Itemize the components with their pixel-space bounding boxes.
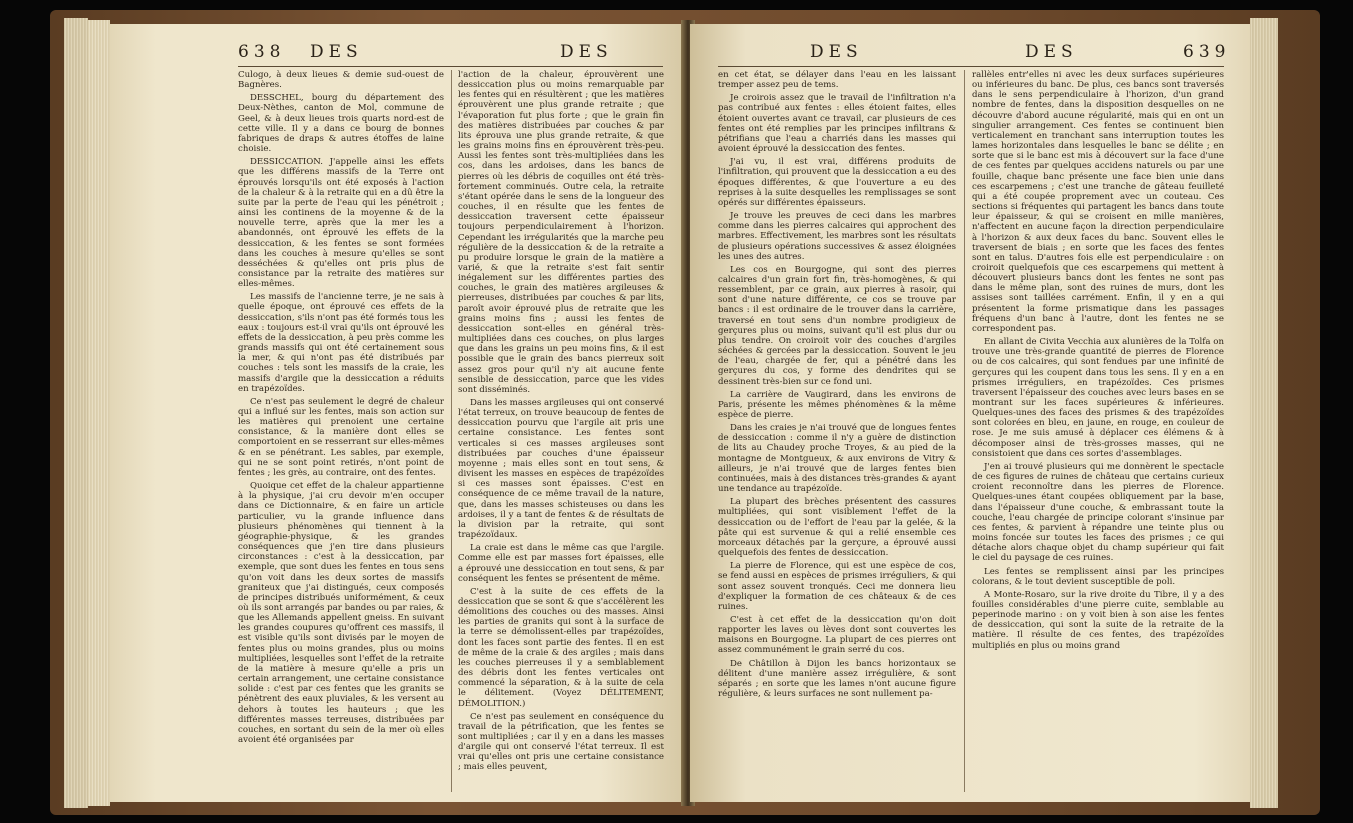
paragraph: De Châtillon à Dijon les bancs horizontaux se délitent d'une manière assez irrégulière, & sont séparés ; en sorte que les lames n'ont aucune figure régulière, & leurs surfaces ne sont nullement pa- [718, 658, 956, 700]
paragraph: DESSCHEL, bourg du département des Deux-Nèthes, canton de Mol, commune de Geel, & à deux lieues trois quarts nord-est de cette ville. Il y a dans ce bourg de bonnes fabriques de draps & autres étoffes de laine choisie. [238, 93, 444, 155]
column-divider-left [451, 70, 452, 792]
running-head-right-1: DES [810, 42, 863, 62]
paragraph: A Monte-Rosaro, sur la rive droite du Tibre, il y a des fouilles considérables d'une pierre cuite, semblable au peperinode marino : on y voit bien à son aise les fentes de dessiccation, qui sont la suite de la retraite de la matière. Il résulte de ces fentes, des trapézoïdes multipliés en plus ou moins grand [972, 589, 1224, 651]
paragraph: rallèles entr'elles ni avec les deux surfaces supérieures ou inférieures du banc. De plus, ces bancs sont traversés dans le sens perpendiculaire à l'horizon, d'un grand nombre de fentes, dans la disposition desquelles on ne découvre d'abord aucune régularité, mais qui en ont un singulier arrangement. Ces fentes se continuent bien verticalement en tranchant sans interruption toutes les lames horizontales dans lesquelles le banc se délite ; en sorte que si le banc est mis à découvert sur la face d'une de ces fentes par quelques accidens naturels ou par une fouille, chaque banc présente une face bien unie dans ces escarpemens ; c'est une tranche de gâteau feuilleté qui a été coupée proprement avec un couteau. Ces sections si fréquentes qui partagent les bancs dans toute leur épaisseur, & qui se croisent en mille manières, n'affectent en aucune façon la direction perpendiculaire à l'horizon & aux deux faces du banc. Souvent elles le traversent de biais ; en sorte que les faces des fentes sont en talus. D'autres fois elle est perpendiculaire : on croiroit quelquefois que ces escarpemens qui mettent à découvert plusieurs bancs dont les fentes ne sont pas dans le même plan, sont des ruines de murs, dont les assises sont taillées carrément. Enfin, il y en a qui présentent la forme prismatique dans les passages fréquens d'un banc à l'autre, dont les fentes ne se correspondent pas. [972, 70, 1224, 334]
right-page-column-1 [718, 70, 956, 699]
page-edges-left [64, 18, 88, 808]
paragraph: l'action de la chaleur, éprouvèrent une dessiccation plus ou moins remarquable par les fentes qui en résultèrent ; que les matières éprouvèrent une plus grande retraite ; que l'évaporation fut plus forte ; que le grain fin des matières distribuées par couches & par lits éprouva une plus grande retraite, & que les grains moins fins en éprouvèrent très-peu. Aussi les fentes sont très-multipliées dans les cos, dans les ardoises, dans les bancs de pierres où les débris de coquilles ont été très-fortement comminués. Outre cela, la retraite s'étant opérée dans le sens de la longueur des couches, il en résulte que les fentes de dessiccation traversent cette épaisseur toujours perpendiculairement à l'horizon. Cependant les irrégularités que la marche peu régulière de la dessiccation & de la retraite a pu produire lorsque le grain de la matière a varié, & que la retraite s'est fait sentir inégalement sur les différentes parties des couches, le grain des matières argileuses & pierreuses, distribuées par couches & par lits, paroît avoir éprouvé plus de retraite que les grains moins fins ; aussi les fentes de dessiccation sont-elles en général très-multipliées dans ces couches, on plus larges que dans les grains un peu moins fins, & il est possible que le grain des bancs pierreux soit assez gros pour qu'il n'y ait aucune fente sensible de dessiccation, parce que les vides sont disséminés. [458, 70, 664, 395]
running-head-left-2: DES [560, 42, 613, 62]
paragraph: La craie est dans le même cas que l'argile. Comme elle est par masses fort épaisses, elle a éprouvé une dessiccation en tout sens, & par conséquent les fentes se présentent de même. [458, 543, 664, 584]
paragraph: C'est à cet effet de la dessiccation qu'on doit rapporter les laves ou lèves dont sont couvertes les maisons en Bourgogne. La plupart de ces pierres ont assez communément le grain serré du cos. [718, 614, 956, 656]
paragraph: La pierre de Florence, qui est une espèce de cos, se fend aussi en espèces de prismes irréguliers, & qui sont assez souvent tronqués. Ceci me donnera lieu d'expliquer la formation de ces châteaux & de ces ruines. [718, 561, 956, 612]
right-page-column-2 [972, 70, 1224, 651]
paragraph: en cet état, se délayer dans l'eau en les laissant tremper assez peu de tems. [718, 70, 956, 91]
page-number-left: 638 [238, 42, 286, 62]
paragraph: Je croirois assez que le travail de l'infiltration n'a pas contribué aux fentes : elles étoient faites, elles étoient ouvertes avant ce travail, car plusieurs de ces fentes ont été remplies par les principes infiltrans & pétrifians que l'eau a charriés dans les masses qui avoient éprouvé la dessiccation des fentes. [718, 93, 956, 155]
paragraph: Je trouve les preuves de ceci dans les marbres comme dans les pierres calcaires qui approchent des marbres. Effectivement, les marbres sont les résultats de plusieurs opérations successives & assez éloignées les unes des autres. [718, 211, 956, 262]
page-edges-left-inner [88, 20, 110, 806]
paragraph: En allant de Civita Vecchia aux alunières de la Tolfa on trouve une très-grande quantité de pierres de Florence ou de cos calcaires, qui sont fendues par une infinité de gerçures qui les coupent dans tous les sens. Il y en a en prismes irréguliers, en trapézoïdes. Ces prismes traversent l'épaisseur des couches avec leurs bases en se montrant sur les faces supérieures & inférieures. Quelques-unes des faces des prismes & des trapézoïdes sont colorées en bleu, en jaune, en rouge, en couleur de rose. Je me suis amusé à déplacer ces élémens & à décomposer ainsi de très-grosses masses, qui ne consistoient que dans ces sortes d'assemblages. [972, 337, 1224, 459]
paragraph: Dans les masses argileuses qui ont conservé l'état terreux, on trouve beaucoup de fentes de dessiccation pourvu que l'argile ait pris une certaine consistance. Les fentes sont verticales si ces masses argileuses sont distribuées par couches d'une épaisseur moyenne ; mais elles sont en tout sens, & divisent les masses en espèces de trapézoïdes si ces masses sont épaisses. C'est en conséquence de ce même travail de la nature, que, dans les masses schisteuses ou dans les ardoises, il y a tant de fentes & de résultats de la division par la retraite, qui sont trapézoïdaux. [458, 398, 664, 541]
paragraph: C'est à la suite de ces effets de la dessiccation que se sont & que s'accélèrent les démolitions des couches ou des masses. Ainsi les parties de granits qui sont à la surface de la terre se démolissent-elles par trapézoïdes, dont les faces sont partie des fentes. Il en est de même de la craie & des argiles ; mais dans les couches pierreuses il y a semblablement des débris dont les fentes verticales ont commencé la séparation, & à la suite de cela le délitement. (Voyez DÉLITEMENT, DÉMOLITION.) [458, 586, 664, 709]
paragraph: J'ai vu, il est vrai, différens produits de l'infiltration, qui prouvent que la dessiccation a eu des époques différentes, & que l'ouverture a eu des reprises à la suite desquelles les remplissages se sont opérés sur différentes épaisseurs. [718, 157, 956, 208]
paragraph: J'en ai trouvé plusieurs qui me donnèrent le spectacle de ces figures de ruines de château que certains curieux croient reconnoître dans les pierres de Florence. Quelques-unes étant coupées obliquement par la base, dans l'épaisseur d'une couche, & embrassant toute la couche, l'eau chargée de principe colorant s'insinue par ces fentes, & parvient à répandre une teinte plus ou moins foncée sur toutes les faces des prismes ; ce qui détache alors chaque objet du champ supérieur qui fait le ciel du paysage de ces ruines. [972, 461, 1224, 564]
paragraph: Les massifs de l'ancienne terre, je ne sais à quelle époque, ont éprouvé ces effets de la dessiccation, s'ils n'ont pas été formés tous les eaux : toujours est-il vrai qu'ils ont éprouvé les effets de la dessiccation, à peu près comme les grands massifs qui ont été certainement sous la mer, & qui n'ont pas été distribués par couches : tels sont les massifs de la craie, les massifs d'argile que la dessiccation a réduits en trapézoïdes. [238, 292, 444, 394]
running-head-left-1: DES [310, 42, 363, 62]
paragraph: Dans les craies je n'ai trouvé que de longues fentes de dessiccation : comme il n'y a guère de distinction de lits au Chaudey proche Troyes, & au pied de la montagne de Montgueux, & aux environs de Vitry & ailleurs, je n'ai trouvé que de larges fentes bien continuées, mais à des distances très-grandes & ayant une tendance au trapézoïde. [718, 423, 956, 495]
paragraph: La plupart des brèches présentent des cassures multipliées, qui sont visiblement l'effet de la dessiccation ou de l'effort de l'eau par la gelée, & la pâte qui est survenue & qui a relié ensemble ces morceaux détachés par la gerçure, a éprouvé aussi quelquefois des fentes de dessiccation. [718, 497, 956, 559]
left-page-column-1 [238, 70, 444, 745]
paragraph: Culogo, à deux lieues & demie sud-ouest de Bagnères. [238, 70, 444, 91]
paragraph: Les cos en Bourgogne, qui sont des pierres calcaires d'un grain fort fin, très-homogènes, & qui ressemblent, par ce grain, aux pierres à rasoir, qui sont d'une nature différente, ce cos se trouve par bancs : il est ordinaire de le trouver dans la carrière, traversé en tout sens d'un nombre prodigieux de gerçures plus ou moins, suivant qu'il est plus dur ou plus tendre. On croiroit voir des couches d'argiles séchées & gercées par la dessiccation. Souvent le jeu de l'eau, chargée de fer, qui a pénétré dans les gerçures du cos, y forme des dendrites qui se dessinent très-bien sur ce fond uni. [718, 264, 956, 387]
left-page-column-2 [458, 70, 664, 773]
running-head-right-2: DES [1025, 42, 1078, 62]
paragraph: DESSICCATION. J'appelle ainsi les effets que les différens massifs de la Terre ont éprouvés lorsqu'ils ont été exposés à l'action de la chaleur & à la retraite qui en a dû être la suite par la perte de l'eau qui les pénétroit ; ainsi les continens de la moyenne & de la nouvelle terre, après que la mer les a abandonnés, ont éprouvé les effets de la dessiccation, & les fentes se sont formées dans les couches à mesure qu'elles se sont desséchées & qu'elles ont pris plus de consistance par la retraite des matières sur elles-mêmes. [238, 157, 444, 290]
paragraph: Ce n'est pas seulement en conséquence du travail de la pétrification, que les fentes se sont multipliées ; car il y en a dans les masses d'argile qui ont conservé l'état terreux. Il est vrai qu'elles ont pris une certaine consistance ; mais elles peuvent, [458, 711, 664, 773]
column-divider-right [964, 70, 965, 792]
right-page [690, 24, 1250, 802]
paragraph: Ce n'est pas seulement le degré de chaleur qui a influé sur les fentes, mais son action sur les matières qui prenoient une certaine consistance, & la manière dont elles se comportoient en se resserrant sur elles-mêmes & en se pénétrant. Les sables, par exemple, qui ne se sont point retirés, n'ont point de fentes ; les grès, au contraire, ont des fentes. [238, 396, 444, 478]
paragraph: Les fentes se remplissent ainsi par les principes colorans, & le tout devient susceptible de poli. [972, 566, 1224, 587]
paragraph: La carrière de Vaugirard, dans les environs de Paris, présente les mêmes phénomènes & la même espèce de pierre. [718, 389, 956, 420]
page-edges-right [1250, 18, 1278, 808]
header-rule-left [238, 66, 663, 67]
paragraph: Quoique cet effet de la chaleur appartienne à la physique, j'ai cru devoir m'en occuper dans ce Dictionnaire, & en faire un article particulier, vu la grande influence dans plusieurs phénomènes qui tiennent à la géographie-physique, & les grandes conséquences que j'en tire dans plusieurs circonstances : c'est à la dessiccation, par exemple, que sont dues les fentes en tous sens qu'on voit dans les deux sortes de massifs graniteux que j'ai distingués, ceux composés de principes distribués uniformément, & ceux où ils sont arrangés par bandes ou par raies, & que les Allemands appellent gneiss. En suivant les grandes coupures qu'offrent ces massifs, il est visible qu'ils sont divisés par le moyen de fentes plus ou moins grandes, plus ou moins multipliées, lesquelles sont l'effet de la retraite de la matière à mesure qu'elle a pris un certain arrangement, une certaine consistance solide : c'est par ces fentes que les granits se pénètrent des eaux pluviales, & les versent au dehors à toutes les hauteurs ; que les différentes masses terreuses, distribuées par couches, en sortant du sein de la mer où elles avoient été organisées par [238, 481, 444, 745]
header-rule-right [718, 66, 1224, 67]
page-number-right: 639 [1183, 42, 1231, 62]
left-page [110, 24, 685, 802]
